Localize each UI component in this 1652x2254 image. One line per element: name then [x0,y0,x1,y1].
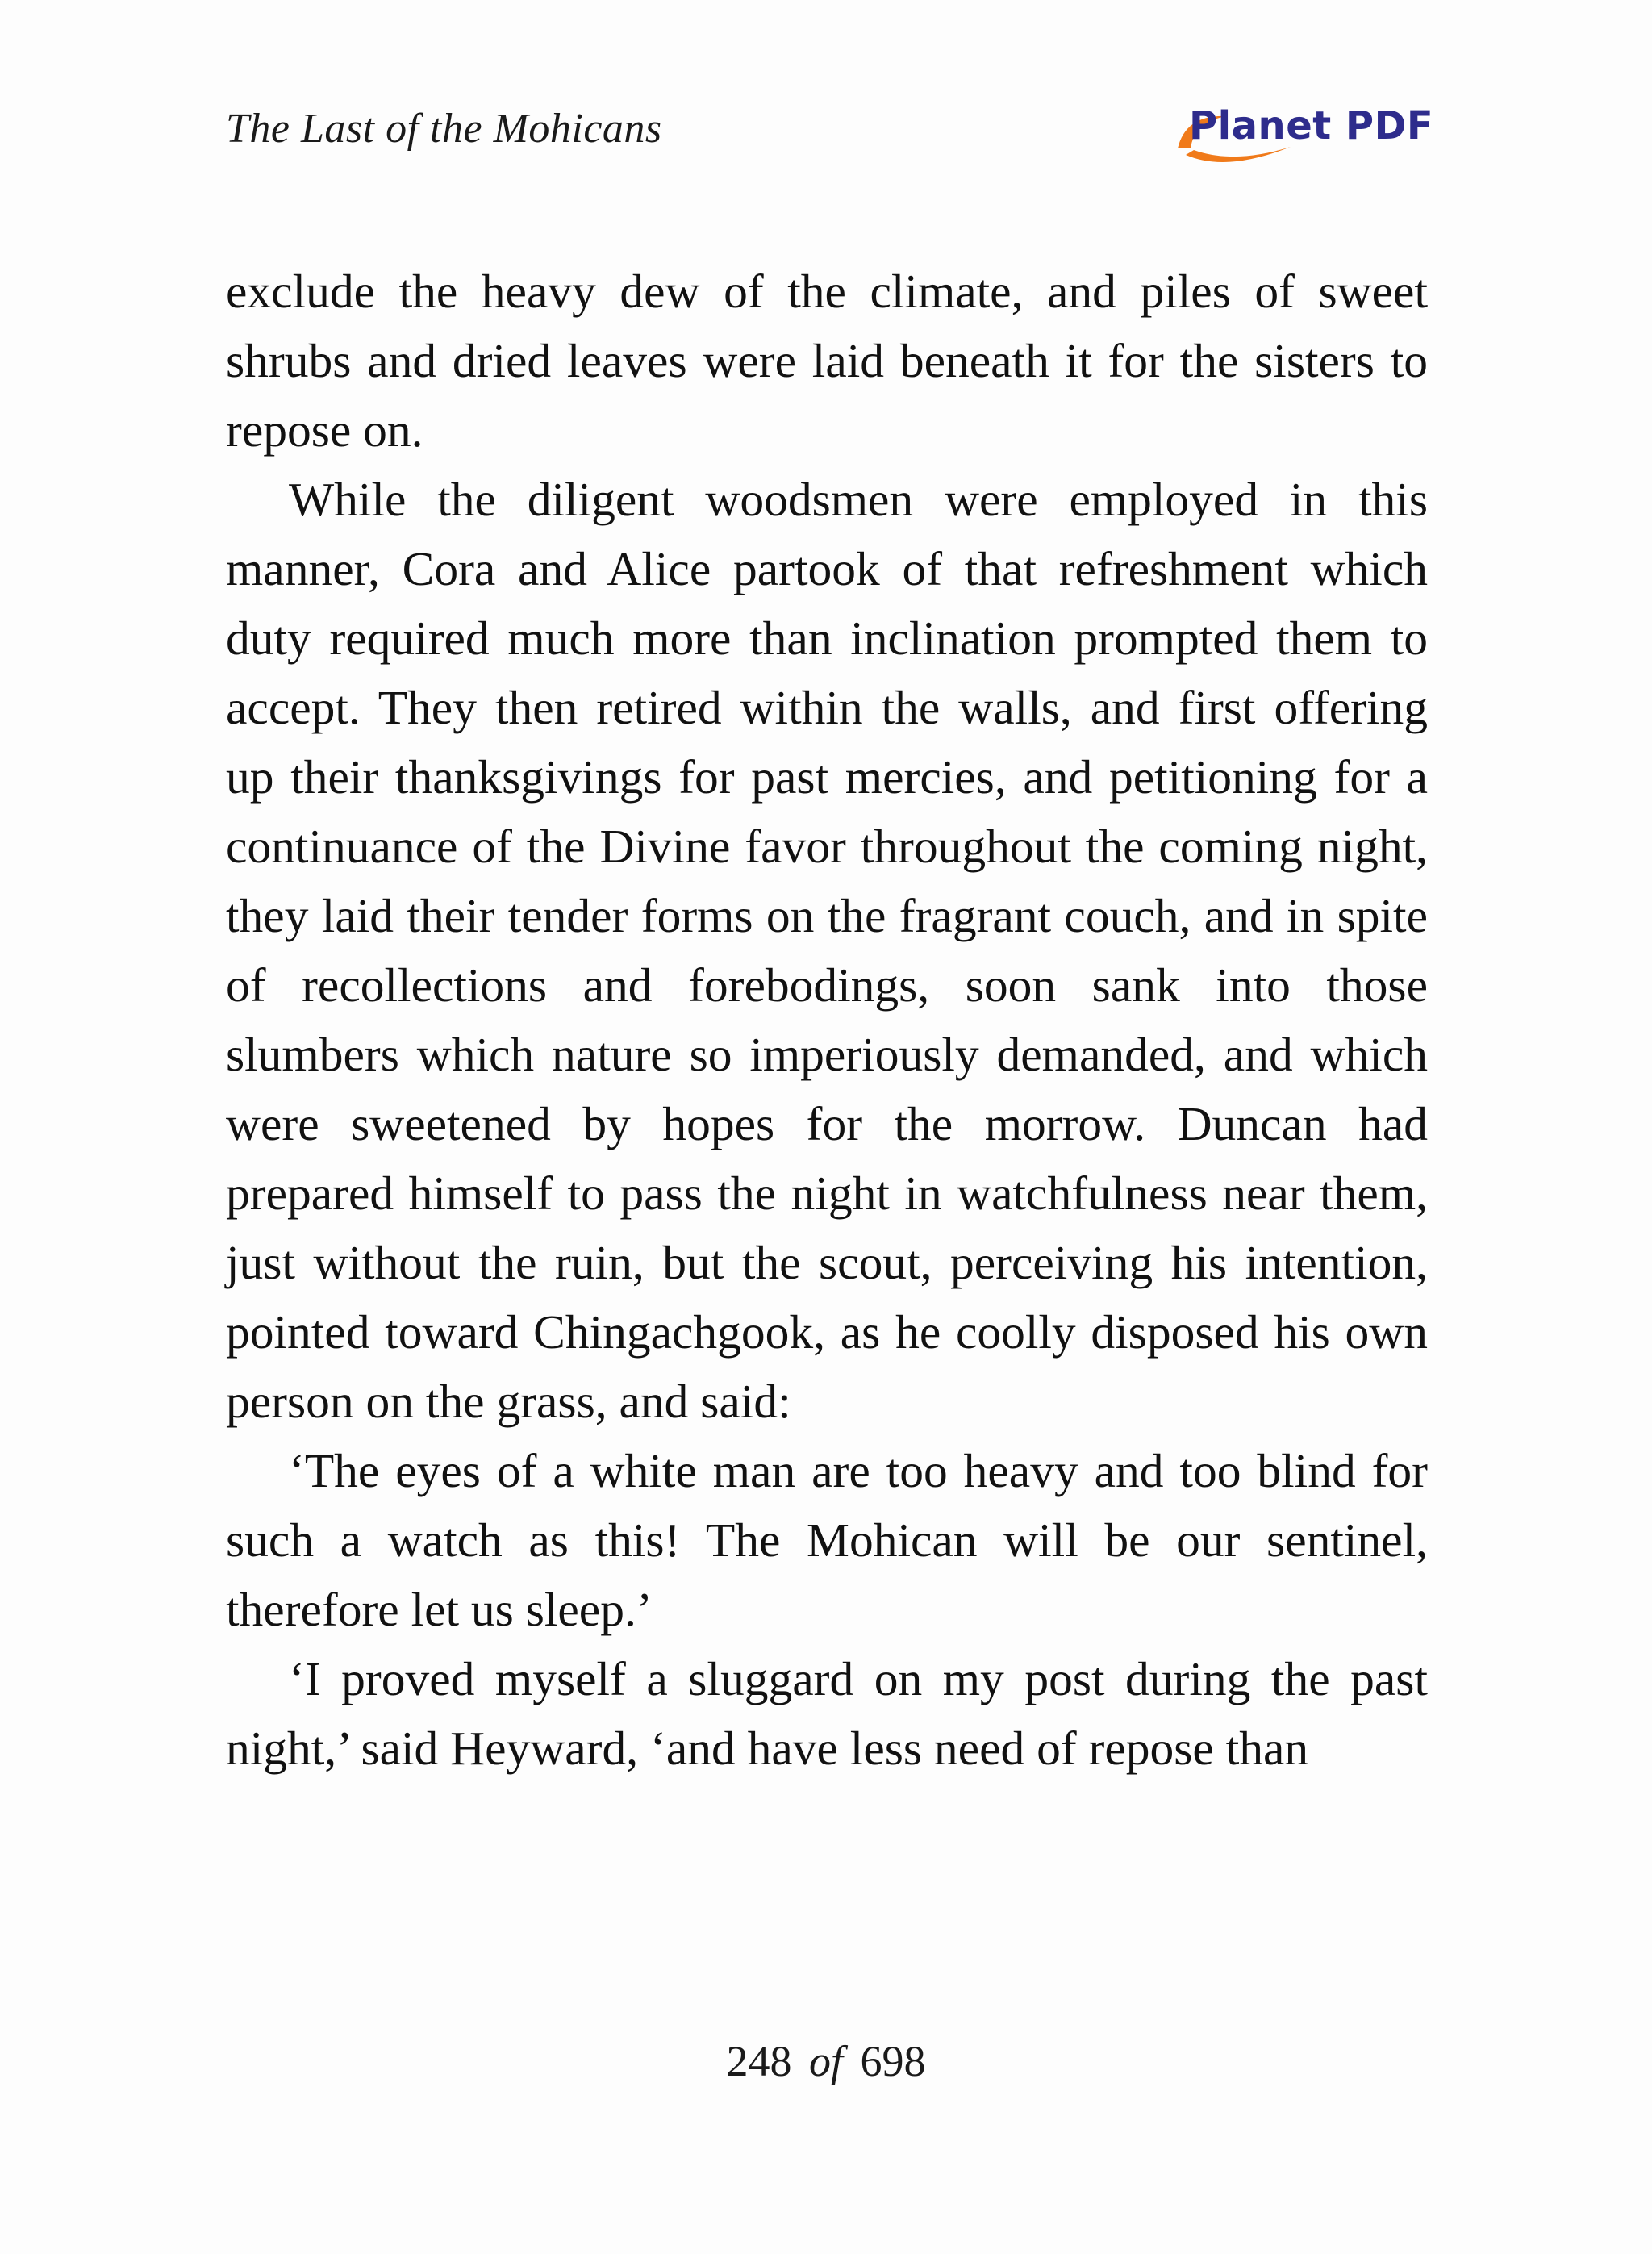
page-body [226,257,1428,1783]
paragraph-4: ‘I proved myself a sluggard on my post during the past night,’ said Heyward, ‘and have less need of repose than [226,1652,1428,1775]
book-title: The Last of the Mohicans [226,106,662,152]
page-of-word: of [808,2037,843,2085]
brand-name: Planet PDF [1189,103,1434,148]
current-page: 248 [726,2037,792,2085]
paragraph-2: While the diligent woodsmen were employed in this manner, Cora and Alice partook of that refreshment which duty required much more than inclination prompted them to accept. They then retired within the walls, and first offering up their thanksgivings for past mercies, and petitioning for a continuance of the Divine favor throughout the coming night, they laid their tender forms on the fragrant couch, and in spite of recollections and forebodings, soon sank into those slumbers which nature so imperiously demanded, and which were sweetened by hopes for the morrow. Duncan had prepared himself to pass the night in watchfulness near them, just without the ruin, but the scout, perceiving his intention, pointed toward Chingachgook, as he coolly disposed his own person on the grass, and said: [226,473,1428,1428]
planet-pdf-logo [1170,98,1434,171]
paragraph-3: ‘The eyes of a white man are too heavy and too blind for such a watch as this! The Mohican will be our sentinel, therefore let us sleep.’ [226,1444,1428,1636]
total-pages: 698 [860,2037,926,2085]
paragraph-1: exclude the heavy dew of the climate, and piles of sweet shrubs and dried leaves were laid beneath it for the sisters to repose on. [226,265,1428,457]
page-number [0,2036,1652,2086]
